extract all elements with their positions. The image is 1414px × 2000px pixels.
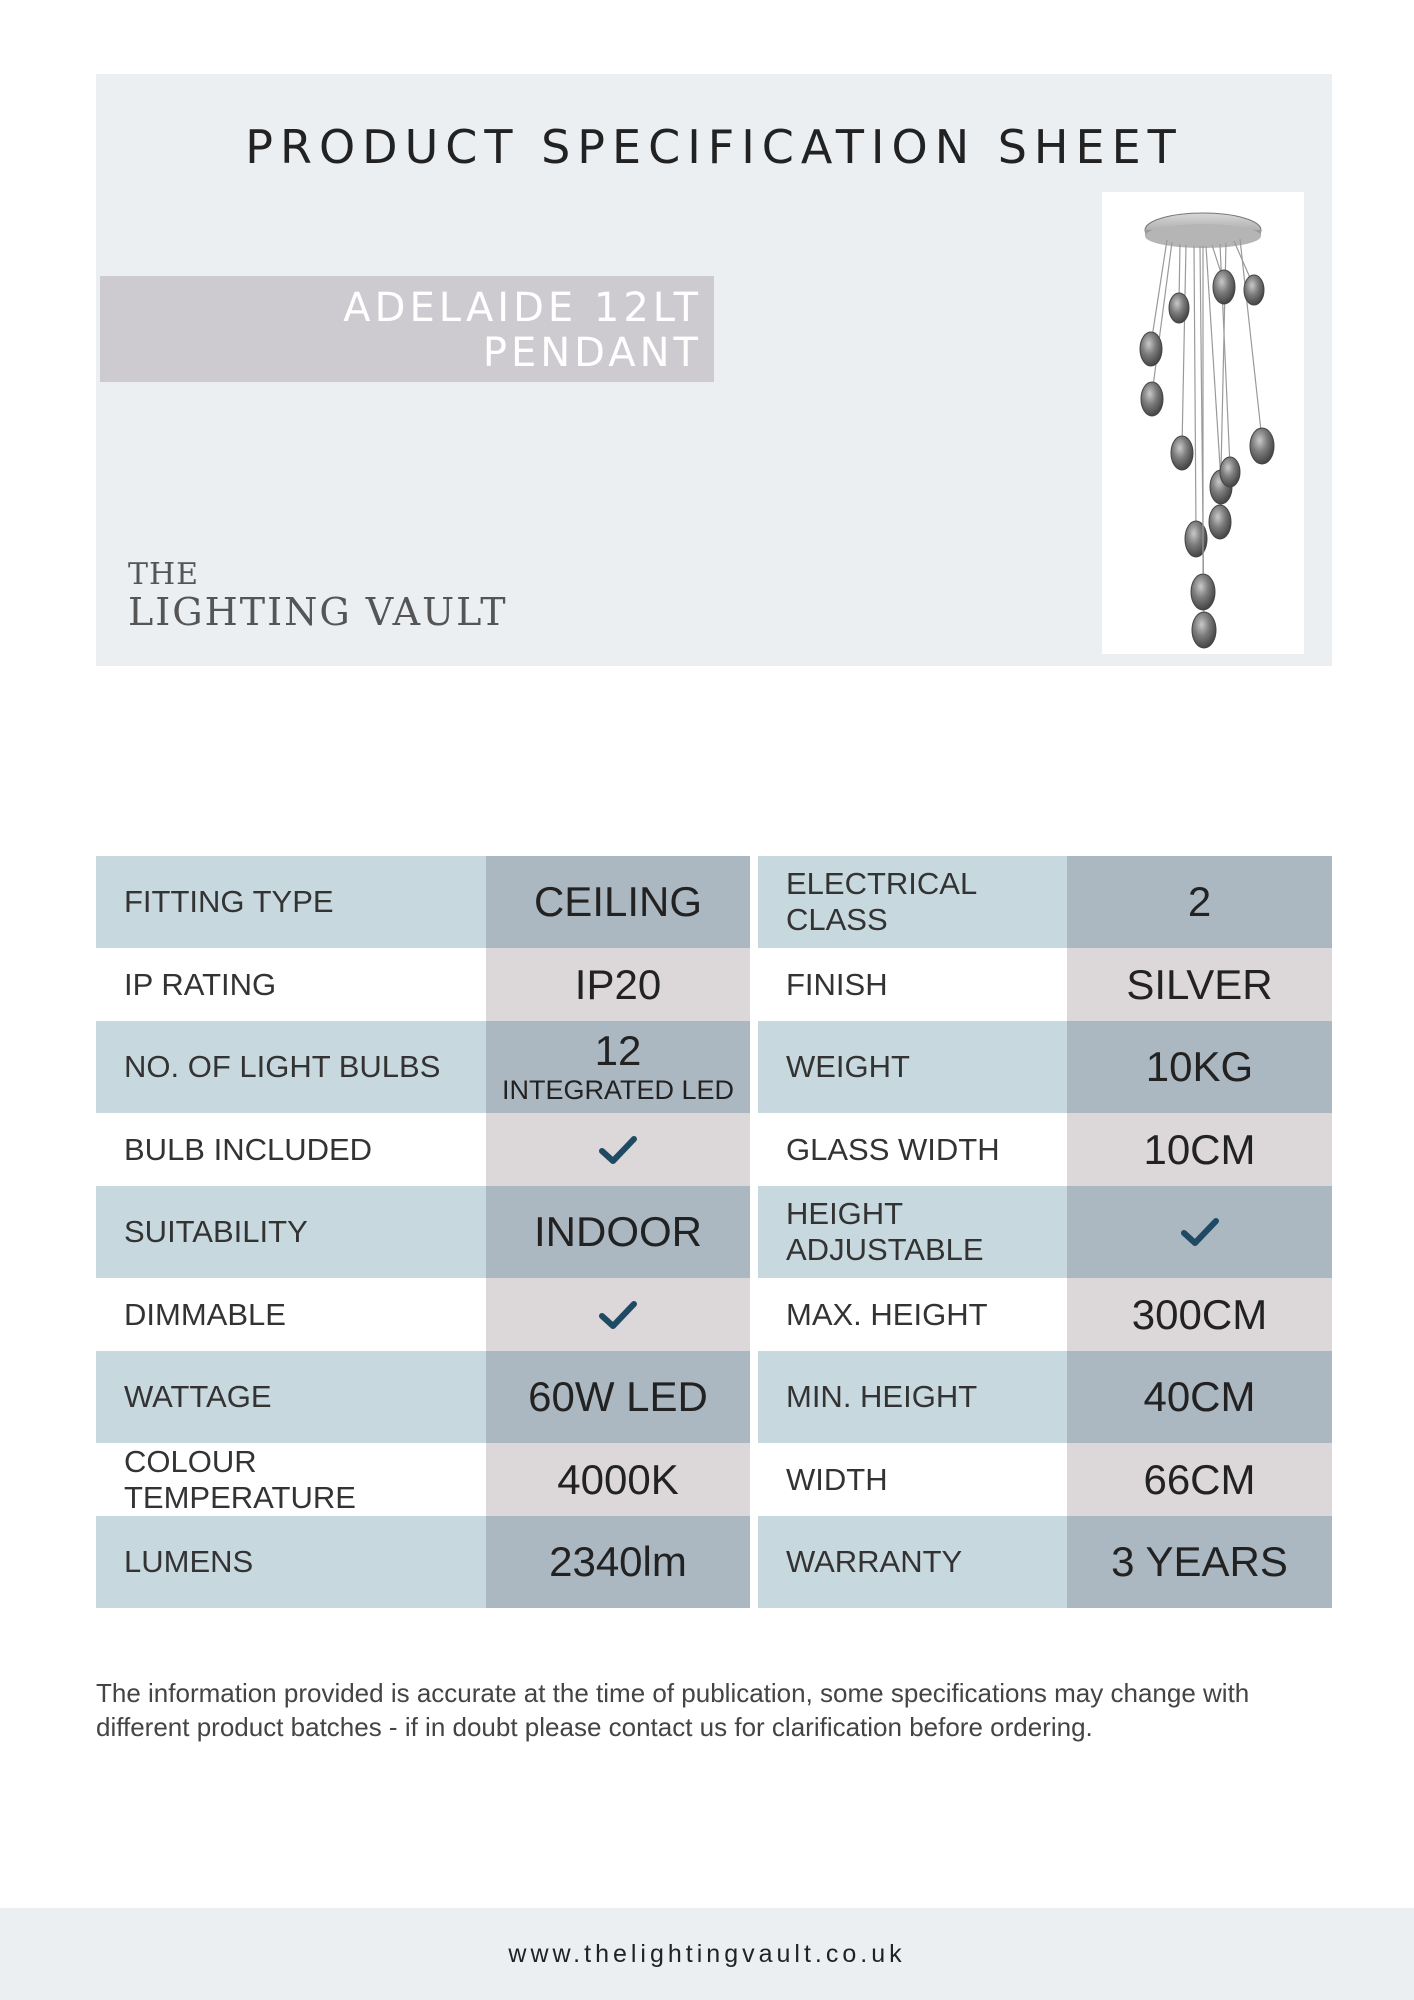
page-title: PRODUCT SPECIFICATION SHEET [245,120,1183,174]
spec-label: WEIGHT [758,1021,1067,1113]
website-link[interactable]: www.thelightingvault.co.uk [508,1939,906,1968]
spec-value [1067,1113,1332,1186]
spec-value-text: 2340lm [549,1538,687,1585]
spec-value [1067,1021,1332,1113]
spec-value [1067,1278,1332,1351]
spec-value [1067,1351,1332,1443]
spec-value-text: SILVER [1126,960,1273,1008]
spec-label: ELECTRICAL CLASS [758,856,1067,948]
checkmark-icon [598,1134,638,1166]
spec-label: FINISH [758,948,1067,1021]
spec-label: DIMMABLE [96,1278,486,1351]
spec-row [96,1113,750,1186]
product-name [343,286,702,376]
spec-label: NO. OF LIGHT BULBS [96,1021,486,1113]
spec-row [758,1113,1332,1186]
spec-value-text: 40CM [1143,1373,1256,1420]
spec-row [96,948,750,1021]
spec-row [96,1186,750,1278]
spec-value [1067,1443,1332,1516]
spec-label: MAX. HEIGHT [758,1278,1067,1351]
header-panel [96,74,1332,666]
spec-row [758,1351,1332,1443]
spec-value-text: 4000K [557,1455,679,1503]
spec-row [96,1278,750,1351]
spec-value [1067,1186,1332,1278]
spec-value-text: CEILING [533,878,703,925]
product-photo [1102,192,1304,654]
spec-label: WARRANTY [758,1516,1067,1608]
spec-row [758,1443,1332,1516]
brand-line1: THE [128,557,200,592]
spec-value-text: IP20 [574,960,662,1008]
spec-value [486,1113,750,1186]
spec-value-text: 3 YEARS [1111,1538,1288,1585]
spec-value-text: 60W LED [528,1373,708,1420]
brand-logo [128,558,508,632]
spec-value-text: 2 [1187,878,1212,925]
spec-row [758,948,1332,1021]
spec-value [486,1351,750,1443]
spec-value [486,1443,750,1516]
product-name-band [100,276,714,382]
spec-label: MIN. HEIGHT [758,1351,1067,1443]
spec-label: FITTING TYPE [96,856,486,948]
spec-row [758,1278,1332,1351]
spec-value-text: 12 [594,1026,642,1074]
spec-row [96,856,750,948]
spec-row [758,1186,1332,1278]
spec-value-text: INDOOR [534,1208,702,1255]
spec-table-left [96,856,750,1608]
spec-row [758,1516,1332,1608]
spec-label: GLASS WIDTH [758,1113,1067,1186]
spec-label: BULB INCLUDED [96,1113,486,1186]
spec-row [96,1443,750,1516]
spec-value [486,1516,750,1608]
disclaimer-text: The information provided is accurate at the time of publication, some specifications may change with different product batches - if in doubt please contact us for clarification before ordering. [96,1678,1250,1742]
spec-row [96,1516,750,1608]
spec-value [486,1021,750,1113]
spec-value [1067,856,1332,948]
spec-row [758,1021,1332,1113]
spec-value [486,948,750,1021]
spec-value-text: 10CM [1143,1125,1256,1173]
spec-label: LUMENS [96,1516,486,1608]
spec-label: HEIGHT ADJUSTABLE [758,1186,1067,1278]
spec-value [1067,1516,1332,1608]
spec-value [1067,948,1332,1021]
spec-value-text: 10KG [1145,1043,1254,1090]
checkmark-icon [1180,1216,1220,1248]
spec-value-text: 66CM [1143,1455,1256,1503]
product-name-line2: PENDANT [482,330,702,376]
spec-value [486,856,750,948]
spec-label: IP RATING [96,948,486,1021]
brand-line2: LIGHTING VAULT [128,590,508,634]
spec-table-right [758,856,1332,1608]
spec-label: SUITABILITY [96,1186,486,1278]
checkmark-icon [598,1299,638,1331]
product-name-line1: ADELAIDE 12LT [343,285,702,331]
spec-value-subtext: INTEGRATED LED [501,1074,735,1105]
spec-row [758,856,1332,948]
spec-row [96,1021,750,1113]
pendant-light-icon [1102,192,1304,654]
spec-value [486,1186,750,1278]
spec-label: WATTAGE [96,1351,486,1443]
spec-row [96,1351,750,1443]
spec-label: COLOUR TEMPERATURE [96,1443,486,1516]
footer [0,1908,1414,2000]
spec-label: WIDTH [758,1443,1067,1516]
spec-value [486,1278,750,1351]
spec-value-text: 300CM [1131,1290,1268,1338]
